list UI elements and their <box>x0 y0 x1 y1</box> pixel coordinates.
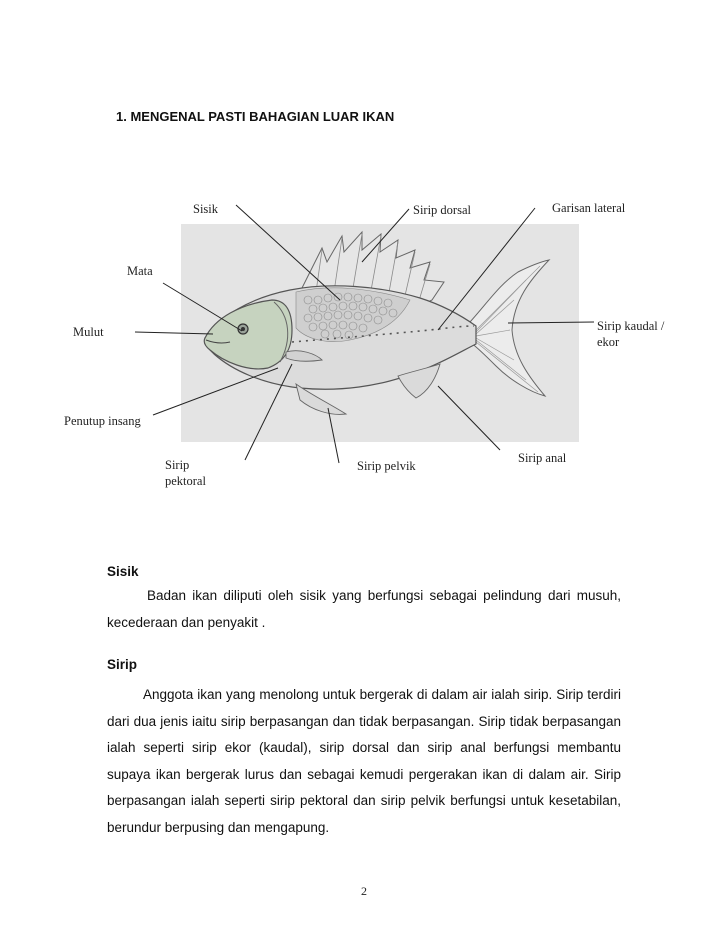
label-sisik: Sisik <box>193 202 219 216</box>
label-sirip-pektoral: Sirip <box>165 458 190 472</box>
label-sirip-kaudal-ekor: ekor <box>597 335 620 349</box>
section-title-sisik: Sisik <box>107 564 139 579</box>
label-sirip-pektoral-2: pektoral <box>165 474 206 488</box>
label-penutup-insang: Penutup insang <box>64 414 141 428</box>
label-sirip-pelvik: Sirip pelvik <box>357 459 416 473</box>
section-title-sirip: Sirip <box>107 657 138 672</box>
label-mulut: Mulut <box>73 325 104 339</box>
label-sirip-dorsal: Sirip dorsal <box>413 203 471 217</box>
label-sirip-kaudal: Sirip kaudal / <box>597 319 665 333</box>
section-body-sisik: Badan ikan diliputi oleh sisik yang berfungsi sebagai pelindung dari musuh, kecederaan dan penyakit . <box>107 588 621 630</box>
label-sirip-anal: Sirip anal <box>518 451 567 465</box>
section-heading: 1. MENGENAL PASTI BAHAGIAN LUAR IKAN <box>116 109 395 124</box>
section-body-sirip: Anggota ikan yang menolong untuk bergerak di dalam air ialah sirip. Sirip terdiri dari dua jenis iaitu sirip berpasangan dan tidak berpasangan. Sirip tidak berpasangan ialah seperti sirip ekor (kaudal), sirip dorsal dan sirip anal berfungsi membantu supaya ikan bergerak lurus dan sebagai kemudi pergerakan ikan di dalam air. Sirip berpasangan ialah seperti sirip pektoral dan sirip pelvik berfungsi untuk kesetabilan, berundur berpusing dan mengapung. <box>107 687 621 835</box>
label-garisan-lateral: Garisan lateral <box>552 201 626 215</box>
page-number: 2 <box>361 884 367 898</box>
label-mata: Mata <box>127 264 153 278</box>
